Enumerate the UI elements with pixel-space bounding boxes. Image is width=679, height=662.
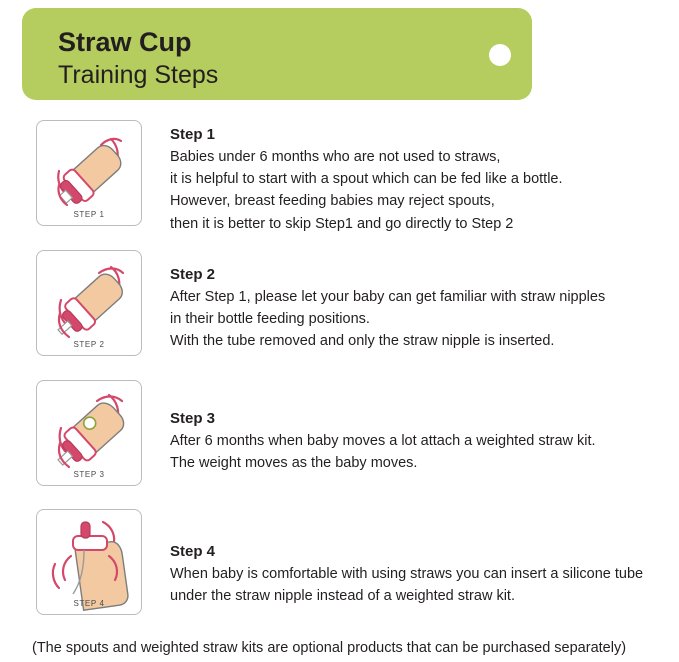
thumb-label: STEP 3 [73,470,105,479]
step-1-line-2: it is helpful to start with a spout which can be fed like a bottle. [170,171,563,188]
step-1-text [170,126,673,235]
step-2-line-3: With the tube removed and only the straw nipple is inserted. [170,333,555,350]
step-3-heading: Step 3 [170,410,216,427]
footnote: (The spouts and weighted straw kits are optional products that can be purchased separately) [32,640,627,656]
step-1-line-4: then it is better to skip Step1 and go directly to Step 2 [170,215,514,232]
step-4-text [170,543,673,607]
step-4-line-1: When baby is comfortable with using straws you can insert a silicone tube [170,566,644,582]
step-1-illustration [36,120,142,226]
step-3-illustration [36,380,142,486]
thumb-label: STEP 2 [73,340,105,349]
page-subtitle: Training Steps [58,61,219,89]
step-2-heading: Step 2 [170,266,216,283]
step-1-line-3: However, breast feeding babies may reject spouts, [170,193,495,210]
thumb-label: STEP 1 [73,210,105,219]
step-2-illustration [36,250,142,356]
step-3-line-2: The weight moves as the baby moves. [170,455,418,472]
step-4-heading: Step 4 [170,543,216,560]
header-banner [22,8,532,100]
thumb-label: STEP 4 [73,599,105,608]
white-circle-icon [489,44,511,66]
step-3-text [170,410,673,474]
step-4-line-2: under the straw nipple instead of a weighted straw kit. [170,588,515,605]
step-1-heading: Step 1 [170,126,216,143]
step-2-line-1: After Step 1, please let your baby can get familiar with straw nipples [170,289,606,305]
page-title: Straw Cup [58,27,192,57]
step-4-illustration [36,509,142,615]
step-3-line-1: After 6 months when baby moves a lot attach a weighted straw kit. [170,433,596,449]
step-2-text [170,266,673,353]
step-2-line-2: in their bottle feeding positions. [170,311,370,328]
step-1-line-1: Babies under 6 months who are not used to straws, [170,149,501,165]
